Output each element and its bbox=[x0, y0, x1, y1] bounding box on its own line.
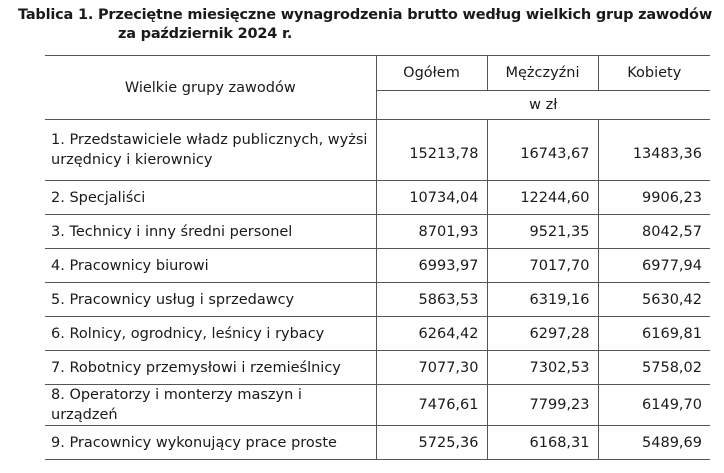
table-title-line2: za październik 2024 r. bbox=[118, 26, 293, 42]
value-women: 6977,94 bbox=[598, 249, 710, 283]
table-row bbox=[45, 385, 710, 426]
value-men: 6297,28 bbox=[487, 317, 598, 351]
value-women: 13483,36 bbox=[598, 120, 710, 181]
value-total: 6993,97 bbox=[376, 249, 487, 283]
table-row bbox=[45, 120, 710, 181]
value-women: 5630,42 bbox=[598, 283, 710, 317]
value-women: 5758,02 bbox=[598, 351, 710, 385]
occupation-name: 5. Pracownicy usług i sprzedawcy bbox=[45, 283, 376, 317]
value-men: 6319,16 bbox=[487, 283, 598, 317]
value-women: 8042,57 bbox=[598, 215, 710, 249]
wages-table bbox=[45, 55, 710, 460]
value-total: 5863,53 bbox=[376, 283, 487, 317]
value-total: 7077,30 bbox=[376, 351, 487, 385]
column-header-men: Mężczyźni bbox=[487, 56, 598, 91]
value-total: 15213,78 bbox=[376, 120, 487, 181]
value-women: 9906,23 bbox=[598, 181, 710, 215]
table-title-line1: Tablica 1. Przeciętne miesięczne wynagrodzenia brutto według wielkich grup zawodów bbox=[18, 7, 713, 23]
value-women: 6149,70 bbox=[598, 385, 710, 426]
table-row bbox=[45, 249, 710, 283]
table-header bbox=[45, 56, 710, 120]
occupation-name: 4. Pracownicy biurowi bbox=[45, 249, 376, 283]
value-total: 5725,36 bbox=[376, 426, 487, 460]
table-row bbox=[45, 283, 710, 317]
table-body bbox=[45, 120, 710, 460]
value-men: 7799,23 bbox=[487, 385, 598, 426]
value-men: 7302,53 bbox=[487, 351, 598, 385]
occupation-name: 6. Rolnicy, ogrodnicy, leśnicy i rybacy bbox=[45, 317, 376, 351]
value-men: 12244,60 bbox=[487, 181, 598, 215]
occupation-name: 1. Przedstawiciele władz publicznych, wyżsi urzędnicy i kierownicy bbox=[45, 120, 376, 181]
table-row bbox=[45, 215, 710, 249]
table-row bbox=[45, 181, 710, 215]
value-men: 9521,35 bbox=[487, 215, 598, 249]
value-men: 16743,67 bbox=[487, 120, 598, 181]
table-row bbox=[45, 351, 710, 385]
value-women: 5489,69 bbox=[598, 426, 710, 460]
table-row bbox=[45, 426, 710, 460]
occupation-name: 2. Specjaliści bbox=[45, 181, 376, 215]
occupation-name: 9. Pracownicy wykonujący prace proste bbox=[45, 426, 376, 460]
value-men: 7017,70 bbox=[487, 249, 598, 283]
occupation-name: 3. Technicy i inny średni personel bbox=[45, 215, 376, 249]
value-men: 6168,31 bbox=[487, 426, 598, 460]
occupation-name: 7. Robotnicy przemysłowi i rzemieślnicy bbox=[45, 351, 376, 385]
value-total: 10734,04 bbox=[376, 181, 487, 215]
value-women: 6169,81 bbox=[598, 317, 710, 351]
occupation-group-header: Wielkie grupy zawodów bbox=[45, 56, 376, 120]
table-row bbox=[45, 317, 710, 351]
column-header-women: Kobiety bbox=[598, 56, 710, 91]
table-title bbox=[18, 6, 712, 44]
value-total: 7476,61 bbox=[376, 385, 487, 426]
value-total: 6264,42 bbox=[376, 317, 487, 351]
occupation-name: 8. Operatorzy i monterzy maszyn i urządzeń bbox=[45, 385, 376, 426]
column-header-total: Ogółem bbox=[376, 56, 487, 91]
unit-header: w zł bbox=[376, 91, 710, 120]
value-total: 8701,93 bbox=[376, 215, 487, 249]
